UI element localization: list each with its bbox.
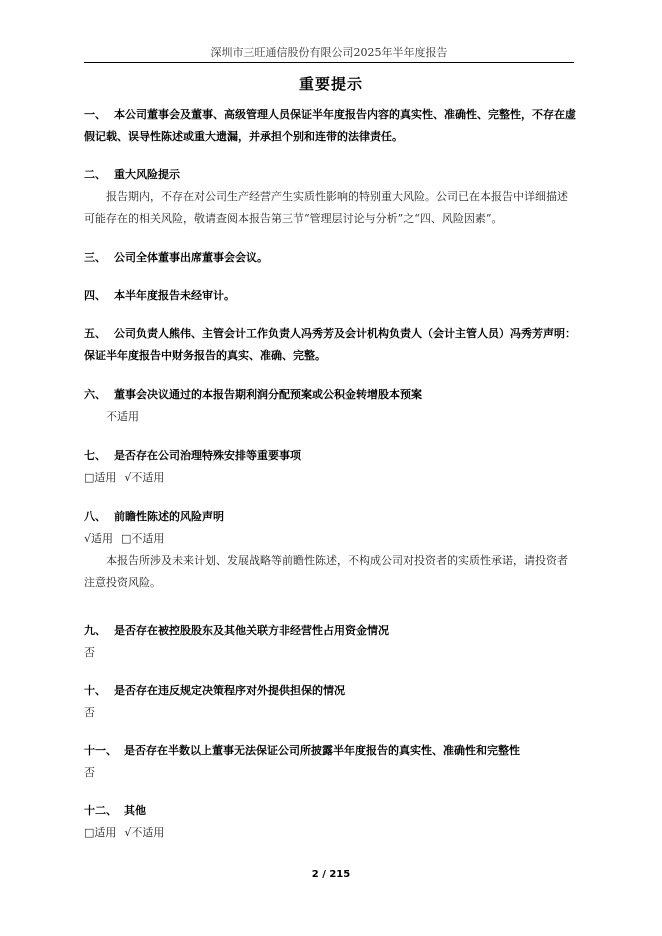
section-2	[84, 164, 578, 230]
section-heading	[84, 800, 578, 822]
section-heading	[84, 620, 578, 642]
section-5	[84, 323, 578, 367]
section-number: 一、	[84, 108, 106, 121]
option-not-applicable: □不适用	[121, 532, 165, 545]
section-answer: 否	[84, 766, 95, 779]
section-heading-text: 是否存在半数以上董事无法保证公司所披露半年度报告的真实性、准确性和完整性	[124, 744, 520, 757]
section-heading-text: 公司全体董事出席董事会会议。	[114, 251, 268, 264]
section-number: 六、	[84, 388, 106, 401]
section-number: 七、	[84, 449, 106, 462]
option-applicable: √适用	[84, 532, 114, 545]
section-heading	[84, 247, 578, 269]
section-number: 五、	[84, 327, 106, 340]
section-heading	[84, 445, 578, 467]
section-number: 四、	[84, 289, 106, 302]
section-heading-text: 是否存在被控股股东及其他关联方非经营性占用资金情况	[114, 624, 389, 637]
section-10	[84, 680, 578, 724]
section-heading	[84, 164, 578, 186]
applicability-options	[84, 822, 578, 844]
section-heading-text: 公司负责人熊伟、主管会计工作负责人冯秀芳及会计机构负责人（会计主管人员）冯秀芳声明：保证半年度报告中财务报告的真实、准确、完整。	[84, 327, 576, 362]
page-header: 深圳市三旺通信股份有限公司2025年半年度报告	[210, 46, 448, 59]
section-answer: 否	[84, 706, 95, 719]
option-not-applicable: √不适用	[124, 471, 165, 484]
section-heading	[84, 740, 578, 762]
section-3	[84, 247, 578, 269]
section-number: 二、	[84, 168, 106, 181]
section-heading	[84, 680, 578, 702]
section-6	[84, 384, 578, 428]
section-heading	[84, 506, 578, 528]
section-answer: 否	[84, 646, 95, 659]
section-number: 十二、	[84, 804, 117, 817]
section-number: 九、	[84, 624, 106, 637]
section-9	[84, 620, 578, 664]
section-heading	[84, 384, 578, 406]
section-heading-text: 重大风险提示	[114, 168, 180, 181]
section-heading	[84, 323, 578, 367]
section-8	[84, 506, 578, 594]
option-not-applicable: √不适用	[124, 826, 165, 839]
section-1	[84, 104, 578, 148]
applicability-options	[84, 467, 578, 489]
section-11	[84, 740, 578, 784]
section-number: 十一、	[84, 744, 117, 757]
option-applicable: □适用	[84, 471, 117, 484]
section-4	[84, 285, 578, 307]
section-body: 报告期内，不存在对公司生产经营产生实质性影响的特别重大风险。公司已在本报告中详细描述可能存在的相关风险，敬请查阅本报告第三节“管理层讨论与分析”之“四、风险因素”。	[84, 190, 568, 225]
page-title: 重要提示	[298, 75, 363, 93]
section-heading	[84, 104, 578, 148]
section-number: 三、	[84, 251, 106, 264]
section-heading-text: 本半年度报告未经审计。	[114, 289, 235, 302]
applicability-options	[84, 528, 578, 550]
section-12	[84, 800, 578, 844]
header-rule	[84, 62, 574, 63]
section-body: 本报告所涉及未来计划、发展战略等前瞻性陈述，不构成公司对投资者的实质性承诺，请投资者注意投资风险。	[84, 554, 568, 589]
section-heading-text: 董事会决议通过的本报告期利润分配预案或公积金转增股本预案	[114, 388, 422, 401]
section-heading-text: 是否存在公司治理特殊安排等重要事项	[114, 449, 301, 462]
section-number: 八、	[84, 510, 106, 523]
section-heading-text: 其他	[124, 804, 146, 817]
section-heading	[84, 285, 578, 307]
option-applicable: □适用	[84, 826, 117, 839]
section-7	[84, 445, 578, 489]
section-heading-text: 本公司董事会及董事、高级管理人员保证半年度报告内容的真实性、准确性、完整性，不存在虚假记载、误导性陈述或重大遗漏，并承担个别和连带的法律责任。	[84, 108, 576, 143]
section-heading-text: 是否存在违反规定决策程序对外提供担保的情况	[114, 684, 345, 697]
section-number: 十、	[84, 684, 106, 697]
section-body: 不适用	[106, 410, 139, 423]
page-number: 2 / 215	[311, 869, 351, 880]
section-heading-text: 前瞻性陈述的风险声明	[114, 510, 224, 523]
